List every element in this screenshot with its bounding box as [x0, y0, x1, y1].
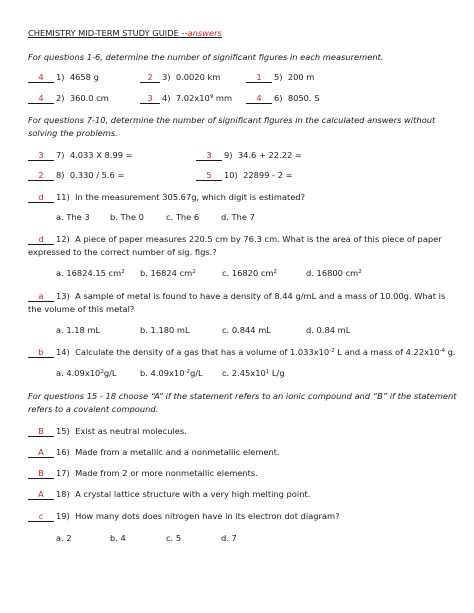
answer-blank: 1	[246, 73, 272, 83]
question-text: In the measurement 305.67g, which digit is estimated?	[75, 192, 306, 202]
question-text: Made from a metallic and a nonmetallic element.	[75, 447, 280, 457]
question-number: 7)	[56, 150, 65, 160]
question-5	[246, 72, 314, 83]
question-17	[28, 468, 258, 479]
q13-option-a: a. 1.18 mL	[56, 325, 101, 335]
question-text: Made from 2 or more nonmetallic elements.	[75, 468, 258, 478]
q13-option-d: d. 0.84 mL	[306, 325, 351, 335]
question-8	[28, 170, 124, 181]
question-text: 0.330 / 5.6 =	[69, 170, 125, 180]
question-7	[28, 150, 133, 161]
question-number: 9)	[224, 150, 233, 160]
question-text: A piece of paper measures 220.5 cm by 76.3 cm. What is the area of this piece of paper	[75, 234, 442, 244]
question-12-continuation: expressed to the correct number of sig. figs.?	[28, 247, 217, 257]
answer-blank: 4	[246, 94, 272, 104]
question-number: 15)	[56, 426, 70, 436]
answer-blank: B	[28, 469, 54, 479]
question-10	[196, 170, 293, 181]
q14-option-c: c. $2.45x10^1$ L/g	[222, 368, 285, 378]
question-number: 2)	[56, 93, 65, 103]
question-number: 17)	[56, 468, 70, 478]
question-text: 8050. S	[287, 93, 320, 103]
q12-option-b: b. 16824 $cm^2$	[140, 268, 196, 278]
question-18	[28, 489, 310, 500]
q19-option-a: a. 2	[56, 533, 72, 543]
question-14: b 14) Calculate the density of a gas that has a volume of $1.033x10^{-2}$ L and a mass of $4.22x10^{-4}$ g.	[28, 347, 456, 358]
question-text: A sample of metal is found to have a density of 8.44 g/mL and a mass of 10.00g. What is	[75, 291, 446, 301]
answer-blank: d	[28, 193, 54, 203]
answer-blank: 3	[140, 94, 160, 104]
section-2-instruction-line-2: solving the problems.	[28, 128, 118, 138]
question-number: 6)	[274, 93, 283, 103]
question-1	[28, 72, 99, 83]
question-4	[140, 93, 232, 104]
answer-blank: A	[28, 448, 54, 458]
question-6	[246, 93, 319, 104]
question-text: 360.0 cm	[69, 93, 109, 103]
answer-blank: B	[28, 427, 54, 437]
question-16	[28, 447, 280, 458]
question-number: 16)	[56, 447, 70, 457]
section-2-instruction-line-1: For questions 7-10, determine the number of significant figures in the calculated answers without	[28, 115, 436, 125]
answer-blank: A	[28, 490, 54, 500]
question-number: 12)	[56, 234, 70, 244]
answer-blank: b	[28, 348, 54, 358]
exponent: 9	[209, 94, 214, 100]
q11-option-d: d. The 7	[221, 212, 255, 222]
question-number: 4)	[162, 93, 171, 103]
question-text: 22899 - 2 =	[243, 170, 293, 180]
answer-blank: 2	[28, 171, 54, 181]
answer-blank: a	[28, 292, 54, 302]
question-number: 11)	[56, 192, 70, 202]
q13-option-b: b. 1.180 mL	[140, 325, 190, 335]
q11-option-a: a. The 3	[56, 212, 90, 222]
question-number: 8)	[56, 170, 65, 180]
question-text: 4.033 X 8.99 =	[69, 150, 133, 160]
q12-option-a: a. 16824.15 $cm^2$	[56, 268, 125, 278]
question-number: 13)	[56, 291, 70, 301]
question-9	[196, 150, 302, 161]
question-13	[28, 291, 445, 302]
question-unit: mm	[213, 93, 233, 103]
q19-option-c: c. 5	[166, 533, 182, 543]
question-text: Calculate the density of a gas that has a volume of 1.033x10	[75, 347, 330, 357]
question-text: How many dots does nitrogen have in its electron dot diagram?	[75, 511, 340, 521]
q14-option-a: a. $4.09x10^2g/L$	[56, 368, 117, 378]
question-12	[28, 234, 442, 245]
question-number: 18)	[56, 489, 70, 499]
answer-blank: 3	[196, 151, 222, 161]
answer-blank: 4	[28, 73, 54, 83]
q12-option-c: c. 16820 $cm^2$	[222, 268, 278, 278]
answer-blank: 4	[28, 94, 54, 104]
q19-option-d: d. 7	[221, 533, 237, 543]
q13-option-c: c. 0.844 mL	[222, 325, 271, 335]
question-3	[140, 72, 220, 83]
question-15	[28, 426, 187, 437]
section-1-instruction: For questions 1-6, determine the number of significant figures in each measurement.	[28, 52, 384, 62]
answer-blank: 5	[196, 171, 222, 181]
q14-option-b: b. $4.09x10^{-2}g/L$	[140, 368, 203, 378]
question-text: 200 m	[287, 72, 315, 82]
question-number: 10)	[224, 170, 238, 180]
question-text: 4658 g	[69, 72, 99, 82]
question-text: 0.0020 km	[175, 72, 221, 82]
question-number: 1)	[56, 72, 65, 82]
question-2	[28, 93, 109, 104]
section-3-instruction-line-1: For questions 15 - 18 choose “A” if the statement refers to an ionic compound and “B” if the statement	[28, 391, 457, 401]
question-number: 14)	[56, 347, 70, 357]
answer-blank: 2	[140, 73, 160, 83]
answer-blank: 3	[28, 151, 54, 161]
q11-option-b: b. The 0	[110, 212, 144, 222]
section-3-instruction-line-2: refers to a covalent compound.	[28, 404, 159, 414]
q11-option-c: c. The 6	[166, 212, 200, 222]
page-title	[28, 28, 222, 39]
question-13-continuation: the volume of this metal?	[28, 304, 135, 314]
title-text: CHEMISTRY MID-TERM STUDY GUIDE --	[28, 28, 188, 38]
q19-option-b: b. 4	[110, 533, 126, 543]
question-text: 7.02x10	[175, 93, 210, 103]
question-number: 3)	[162, 72, 171, 82]
question-number: 5)	[274, 72, 283, 82]
question-19	[28, 511, 340, 522]
answer-blank: c	[28, 512, 54, 522]
q12-option-d: d. 16800 $cm^2$	[306, 268, 362, 278]
title-answers-label: answers	[187, 28, 222, 38]
answer-blank: d	[28, 235, 54, 245]
question-11	[28, 192, 305, 203]
question-number: 19)	[56, 511, 70, 521]
question-text: 34.6 + 22.22 =	[237, 150, 302, 160]
question-text: A crystal lattice structure with a very high melting point.	[75, 489, 311, 499]
question-text: Exist as neutral molecules.	[75, 426, 187, 436]
